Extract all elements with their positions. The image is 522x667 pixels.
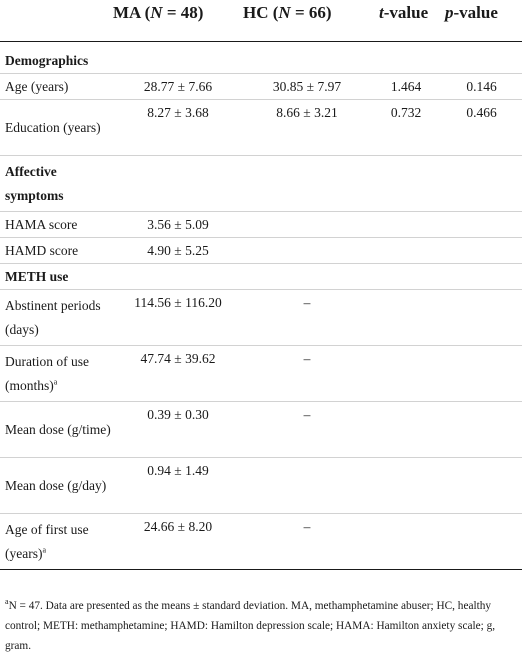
- row-label: Age (years): [0, 74, 113, 100]
- table-row: [0, 156, 522, 212]
- table-footnote: [5, 596, 517, 656]
- row-label-text: Age of first use (years): [5, 521, 89, 561]
- cell-ma: 0.39 ± 0.30: [113, 402, 243, 458]
- cell-p: [441, 290, 522, 346]
- cell-ma: [113, 42, 243, 74]
- table-row: [0, 100, 522, 156]
- cell-ma: 28.77 ± 7.66: [113, 74, 243, 100]
- row-label-text: Duration of use (months): [5, 353, 89, 393]
- cell-hc: 8.66 ± 3.21: [243, 100, 371, 156]
- row-label: Education (years): [0, 100, 113, 156]
- cell-ma: 114.56 ± 116.20: [113, 290, 243, 346]
- header-empty: [0, 0, 113, 42]
- cell-p: [441, 156, 522, 212]
- header-p-value: [441, 0, 522, 42]
- cell-ma: 4.90 ± 5.25: [113, 238, 243, 264]
- table-row: [0, 74, 522, 100]
- header-p-label: p-value: [445, 3, 498, 22]
- table-body: [0, 42, 522, 570]
- row-label: Affective symptoms: [0, 156, 113, 212]
- cell-ma: 3.56 ± 5.09: [113, 212, 243, 238]
- header-hc: [243, 0, 371, 42]
- cell-t: [371, 212, 441, 238]
- cell-hc: –: [243, 290, 371, 346]
- cell-ma: 8.27 ± 3.68: [113, 100, 243, 156]
- cell-hc: [243, 212, 371, 238]
- cell-t: [371, 402, 441, 458]
- cell-p: 0.146: [441, 74, 522, 100]
- row-label: HAMD score: [0, 238, 113, 264]
- cell-p: [441, 402, 522, 458]
- footnote-text: N = 47. Data are presented as the means ± standard deviation. MA, methamphetamine abuser; HC, healthy control; METH: methamphetamine; HAMD: Hamilton depression scale; HAMA: Hamilton anxiety scale; g, gram.: [5, 600, 496, 652]
- header-t-value: [371, 0, 441, 42]
- table-row: [0, 264, 522, 290]
- cell-p: [441, 42, 522, 74]
- row-label: Abstinent periods (days): [0, 290, 113, 346]
- cell-t: [371, 346, 441, 402]
- row-label: Mean dose (g/time): [0, 402, 113, 458]
- cell-p: [441, 458, 522, 514]
- cell-hc: [243, 42, 371, 74]
- table-row: [0, 42, 522, 74]
- table-row: [0, 346, 522, 402]
- table-row: [0, 290, 522, 346]
- cell-p: [441, 238, 522, 264]
- cell-t: [371, 42, 441, 74]
- header-row: [0, 0, 522, 42]
- footnote-marker: a: [5, 597, 9, 607]
- cell-hc: –: [243, 514, 371, 570]
- cell-hc: [243, 264, 371, 290]
- cell-ma: 47.74 ± 39.62: [113, 346, 243, 402]
- row-label: Mean dose (g/day): [0, 458, 113, 514]
- cell-ma: 24.66 ± 8.20: [113, 514, 243, 570]
- table-row: [0, 458, 522, 514]
- cell-t: 0.732: [371, 100, 441, 156]
- cell-ma: [113, 264, 243, 290]
- cell-t: 1.464: [371, 74, 441, 100]
- row-label: METH use: [0, 264, 113, 290]
- cell-t: [371, 458, 441, 514]
- header-hc-label: HC (N = 66): [243, 3, 332, 22]
- cell-ma: 0.94 ± 1.49: [113, 458, 243, 514]
- cell-hc: –: [243, 402, 371, 458]
- cell-p: [441, 514, 522, 570]
- cell-p: [441, 346, 522, 402]
- cell-t: [371, 156, 441, 212]
- cell-t: [371, 238, 441, 264]
- cell-hc: [243, 238, 371, 264]
- cell-hc: 30.85 ± 7.97: [243, 74, 371, 100]
- row-label: HAMA score: [0, 212, 113, 238]
- header-ma-label: MA (N = 48): [113, 3, 204, 22]
- table-row: [0, 212, 522, 238]
- cell-hc: [243, 156, 371, 212]
- footnote-marker: a: [42, 545, 47, 554]
- cell-p: [441, 212, 522, 238]
- header-ma: [113, 0, 243, 42]
- table-header: [0, 0, 522, 42]
- cell-hc: –: [243, 346, 371, 402]
- cell-t: [371, 290, 441, 346]
- cell-t: [371, 264, 441, 290]
- table-row: [0, 402, 522, 458]
- cell-p: [441, 264, 522, 290]
- row-label: Demographics: [0, 42, 113, 74]
- cell-t: [371, 514, 441, 570]
- row-label: [0, 346, 113, 402]
- table-row: [0, 514, 522, 570]
- footnote-marker: a: [53, 377, 58, 386]
- cell-ma: [113, 156, 243, 212]
- table-row: [0, 238, 522, 264]
- cell-hc: [243, 458, 371, 514]
- row-label: [0, 514, 113, 570]
- header-t-label: t-value: [379, 3, 429, 22]
- cell-p: 0.466: [441, 100, 522, 156]
